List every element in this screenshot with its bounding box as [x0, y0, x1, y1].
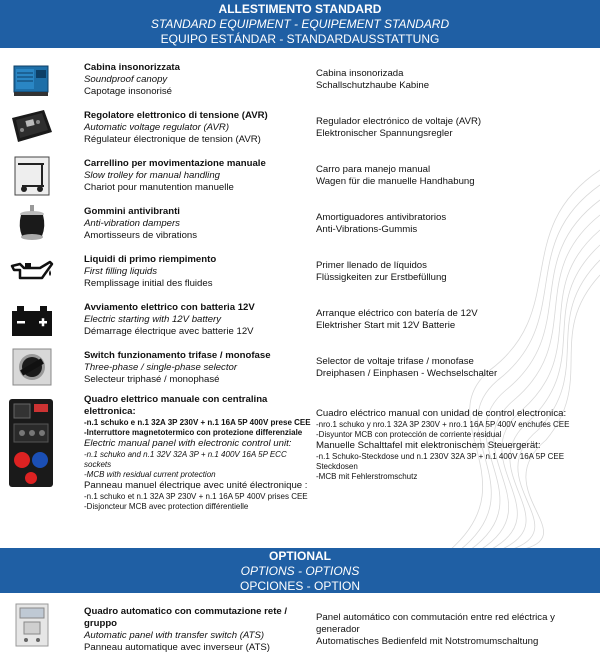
item-es: Amortiguadores antivibratorios — [316, 212, 447, 223]
anti-vibration-damper-icon — [14, 204, 50, 242]
panel-de-line-2: -MCB mit Fehlerstromschutz — [316, 472, 418, 481]
panel-es-line-2: -Disyuntor MCB con protección de corriente residual — [316, 430, 502, 439]
panel-it-line-1: -n.1 schuko e n.1 32A 3P 230V + n.1 16A 5P 400V prese CEE — [84, 418, 311, 427]
item-de: Flüssigkeiten zur Erstbefüllung — [316, 272, 447, 283]
panel-en-title: Electric manual panel with electronic control unit: — [84, 438, 292, 449]
battery-icon — [10, 304, 54, 338]
item-de: Dreiphasen / Einphasen - Wechselschalter — [316, 368, 498, 379]
item-en: Automatic panel with transfer switch (ATS) — [84, 630, 265, 641]
panel-fr-line-2: -Disjoncteur MCB avec protection différentielle — [84, 502, 249, 511]
panel-es-line-1: -nro.1 schuko y nro.1 32A 3P 230V + nro.1 16A 5P 400V enchufes CEE — [316, 420, 570, 429]
item-es: Primer llenado de líquidos — [316, 260, 427, 271]
item-en: Anti-vibration dampers — [84, 218, 180, 229]
phase-selector-switch-icon — [12, 348, 52, 386]
item-en: First filling liquids — [84, 266, 158, 277]
oil-can-icon — [10, 256, 54, 286]
item-it: Cabina insonorizzata — [84, 62, 180, 73]
item-de: Automatisches Bedienfeld mit Notstromumschaltung — [316, 636, 539, 647]
item-es: Panel automático con commutación entre red eléctrica y generador — [316, 612, 555, 635]
panel-it-line-2: -Interruttore magnetotermico con protezione differenziale — [84, 428, 303, 437]
item-en: Automatic voltage regulator (AVR) — [84, 122, 230, 133]
item-it: Regolatore elettronico di tensione (AVR) — [84, 110, 268, 121]
ats-panel-icon — [14, 602, 50, 648]
item-fr: Remplissage initial des fluides — [84, 278, 213, 289]
item-es: Selector de voltaje trifase / monofase — [316, 356, 474, 367]
panel-de-title: Manuelle Schalttafel mit elektronischem Steuergerät: — [316, 440, 541, 451]
item-fr: Panneau automatique avec inverseur (ATS) — [84, 642, 270, 653]
item-it: Carrellino per movimentazione manuale — [84, 158, 266, 169]
optional-band — [0, 548, 600, 593]
item-de: Elektronischer Spannungsregler — [316, 128, 453, 139]
item-it: Gommini antivibranti — [84, 206, 180, 217]
item-es: Arranque eléctrico con batería de 12V — [316, 308, 478, 319]
header-subtitle-es-de: EQUIPO ESTÁNDAR - STANDARDAUSSTATTUNG — [160, 32, 440, 46]
panel-en-line-2: -MCB with residual current protection — [84, 470, 216, 479]
item-fr: Régulateur électronique de tension (AVR) — [84, 134, 261, 145]
header-subtitle-en-fr: STANDARD EQUIPMENT - EQUIPEMENT STANDARD — [150, 17, 450, 31]
panel-de-line-1: -n.1 Schuko-Steckdose und n.1 230V 32A 3P + n.1 400V 16A 5P CEE Steckdosen — [316, 452, 565, 471]
panel-es-title: Cuadro eléctrico manual con unidad de control electronica: — [316, 408, 567, 419]
item-fr: Amortisseurs de vibrations — [84, 230, 198, 241]
panel-en-line-1: -n.1 schuko and n.1 32V 32A 3P + n.1 400V 16A 5P ECC sockets — [84, 450, 287, 469]
item-it: Quadro automatico con commutazione rete / gruppo — [84, 606, 288, 629]
avr-board-icon — [8, 108, 54, 146]
item-de: Anti-Vibrations-Gummis — [316, 224, 418, 235]
item-de: Elektrisher Start mit 12V Batterie — [316, 320, 456, 331]
item-es: Cabina insonorizada — [316, 68, 404, 79]
item-it: Avviamento elettrico con batteria 12V — [84, 302, 255, 313]
panel-it-title: Quadro elettrico manuale con centralina elettronica: — [84, 394, 268, 417]
decorative-waves — [330, 150, 600, 550]
header-band — [0, 0, 600, 48]
item-en: Electric starting with 12V battery — [84, 314, 222, 325]
panel-fr-title: Panneau manuel électrique avec unité électronique : — [84, 480, 308, 491]
optional-subtitle-en-fr: OPTIONS - OPTIONS — [240, 564, 360, 578]
item-de: Wagen für die manuelle Handhabung — [316, 176, 475, 187]
item-fr: Démarrage électrique avec batterie 12V — [84, 326, 254, 337]
item-en: Three-phase / single-phase selector — [84, 362, 238, 373]
soundproof-canopy-icon — [12, 62, 52, 98]
trolley-icon — [14, 156, 50, 196]
item-es: Carro para manejo manual — [316, 164, 431, 175]
item-it: Switch funzionamento trifase / monofase — [84, 350, 271, 361]
panel-fr-line-1: -n.1 schuko et n.1 32A 3P 230V + n.1 16A 5P 400V prises CEE — [84, 492, 308, 501]
item-fr: Selecteur triphasé / monophasé — [84, 374, 220, 385]
item-de: Schallschutzhaube Kabine — [316, 80, 430, 91]
optional-subtitle-es-de: OPCIONES - OPTION — [239, 579, 360, 593]
item-en: Soundproof canopy — [84, 74, 168, 85]
item-fr: Chariot pour manutention manuelle — [84, 182, 234, 193]
item-it: Liquidi di primo riempimento — [84, 254, 217, 265]
control-panel-icon — [8, 398, 54, 488]
item-fr: Capotage insonorisé — [84, 86, 173, 97]
item-es: Regulador electrónico de voltaje (AVR) — [316, 116, 482, 127]
item-en: Slow trolley for manual handling — [84, 170, 220, 181]
optional-title: OPTIONAL — [269, 549, 331, 563]
header-title: ALLESTIMENTO STANDARD — [218, 2, 382, 16]
